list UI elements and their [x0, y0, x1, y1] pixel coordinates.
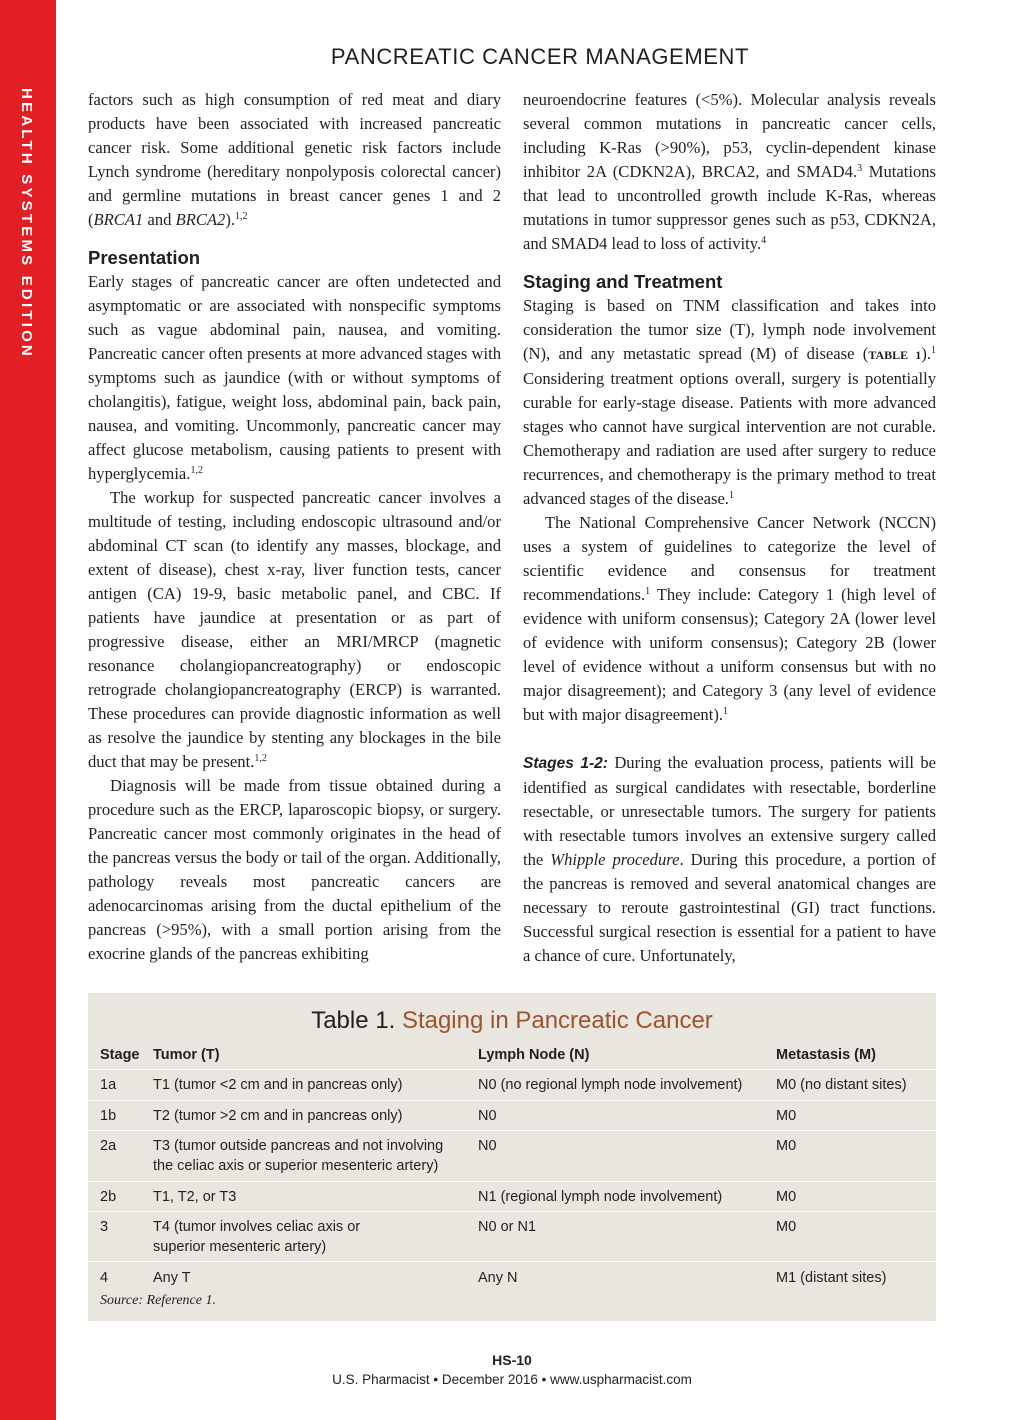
paragraph: factors such as high consumption of red meat and diary products have been associated with increased pancreatic cancer risk. Some additional genetic risk factors include Lynch syndrome (hereditary nonpolyposis colorectal cancer) and germline mutations in breast cancer genes 1 and 2 (BRCA1 and BRCA2).$^{1,2}$ [88, 90, 501, 229]
reference-marker: 1,2 [235, 211, 248, 222]
sidebar-band [0, 0, 56, 1420]
footer-line: U.S. Pharmacist • December 2016 • www.uspharmacist.com [332, 1372, 692, 1387]
table-reference: TABLE 1 [868, 348, 922, 362]
table-cell: 3 [100, 1219, 109, 1235]
table-cell: M0 [776, 1219, 797, 1235]
reference-marker: 1 [645, 586, 651, 597]
table-cell: M0 [776, 1189, 797, 1205]
table-source: Source: Reference 1. [100, 1293, 216, 1308]
table-cell: Any N [478, 1270, 518, 1286]
paragraph: The workup for suspected pancreatic cancer involves a multitude of testing, including endoscopic ultrasound and/or abdominal CT scan (to identify any masses, blockage, and extent of disease), chest x-ray, liver function tests, cancer antigen (CA) 19-9, basic metabolic panel, and CBC. If patients have jaundice at presentation or as part of progressive disease, either an MRI/MRCP (magnetic resonance cholangiopancreatography) or endoscopic retrograde cholangiopancreatography (ERCP) is warranted. These procedures can provide diagnostic information as well as resolve the jaundice by stenting any blockages in the bile duct that may be present.$^{1,2}$ [88, 488, 501, 771]
table-cell: 2a [100, 1138, 117, 1154]
page-number: HS-10 [492, 1352, 532, 1368]
section-heading-staging: Staging and Treatment [523, 271, 723, 292]
table-cell: T1, T2, or T3 [153, 1189, 237, 1205]
table-cell: 4 [100, 1270, 109, 1286]
reference-marker: 1,2 [190, 465, 203, 476]
reference-marker: 4 [761, 235, 767, 246]
section-heading-presentation: Presentation [88, 247, 201, 268]
column-header: Lymph Node (N) [478, 1047, 590, 1063]
table-cell: Any T [153, 1270, 191, 1286]
table-cell: T1 (tumor <2 cm and in pancreas only) [153, 1077, 403, 1093]
table-cell: 1b [100, 1108, 117, 1124]
right-column [523, 88, 936, 968]
table-cell: T2 (tumor >2 cm and in pancreas only) [153, 1108, 403, 1124]
table-cell: N0 [478, 1108, 497, 1124]
paragraph: Stages 1-2: During the evaluation process, patients will be identified as surgical candidates with resectable, borderline resectable, or unresectable tumors. The surgery for patients with resectable tumors involves an extensive surgery called the Whipple procedure. During this procedure, a portion of the pancreas is removed and several anatomical changes are necessary to reroute gastrointestinal (GI) tract functions. Successful surgical resection is essential for a patient to have a chance of cure. Unfortunately, [523, 753, 937, 965]
left-column [88, 88, 501, 966]
column-header: Metastasis (M) [776, 1047, 876, 1063]
table-cell: M0 [776, 1108, 797, 1124]
reference-marker: 3 [857, 163, 863, 174]
table-title: Table 1. Staging in Pancreatic Cancer [311, 1007, 713, 1034]
running-head: PANCREATIC CANCER MANAGEMENT [330, 44, 750, 69]
staging-table [88, 993, 936, 1321]
table-cell: T3 (tumor outside pancreas and not involving the celiac axis or superior mesenteric artery) [153, 1138, 444, 1174]
reference-marker: 1 [931, 345, 936, 356]
table-cell: M0 [776, 1138, 797, 1154]
table-cell: M0 (no distant sites) [776, 1077, 907, 1093]
table-cell: N0 [478, 1138, 497, 1154]
paragraph: Staging is based on TNM classification and takes into consideration the tumor size (T), lymph node involvement (N), and any metastatic spread (M) of disease (TABLE 1).$^1$ Considering treatment options overall, surgery is potentially curable for early-stage disease. Patients with more advanced stages who cannot have surgical intervention are not curable. Chemotherapy and radiation are used after surgery to reduce recurrences, and chemotherapy is the primary method to treat advanced stages of the disease.$^1$ [523, 296, 936, 508]
paragraph: The National Comprehensive Cancer Network (NCCN) uses a system of guidelines to categorize the level of scientific evidence and consensus for treatment recommendations.$^1$ They include: Category 1 (high level of evidence with uniform consensus); Category 2A (lower level of evidence with uniform consensus); Category 2B (lower level of evidence without a uniform consensus but with no major disagreement); and Category 3 (any level of evidence but with major disagreement).$^1$ [523, 513, 936, 724]
table-cell: N1 (regional lymph node involvement) [478, 1189, 723, 1205]
column-header: Stage [100, 1047, 140, 1063]
reference-marker: 1 [723, 706, 728, 717]
table-cell: M1 (distant sites) [776, 1270, 887, 1286]
table-cell: N0 (no regional lymph node involvement) [478, 1077, 743, 1093]
column-header: Tumor (T) [153, 1047, 220, 1063]
table-cell: 1a [100, 1077, 117, 1093]
paragraph: Diagnosis will be made from tissue obtained during a procedure such as the ERCP, laparoscopic biopsy, or surgery. Pancreatic cancer most commonly originates in the head of the pancreas versus the body or tail of the organ. Additionally, pathology reveals most pancreatic cancers are adenocarcinomas arising from the ductal epithelium of the pancreas (>95%), with a small portion arising from the exocrine glands of the pancreas exhibiting [88, 776, 501, 963]
table-cell: 2b [100, 1189, 117, 1205]
table-cell: N0 or N1 [478, 1219, 537, 1235]
reference-marker: 1,2 [254, 753, 267, 764]
table-cell: T4 (tumor involves celiac axis or superior mesenteric artery) [153, 1219, 361, 1255]
reference-marker: 1 [728, 490, 734, 501]
run-in-heading: Stages 1-2: [523, 755, 608, 772]
sidebar-label: HEALTH SYSTEMS EDITION [18, 88, 35, 359]
paragraph: Early stages of pancreatic cancer are often undetected and asymptomatic or are associated with nonspecific symptoms such as vague abdominal pain, nausea, and vomiting. Pancreatic cancer often presents at more advanced stages with symptoms such as jaundice (with or without symptoms of cholangitis), fatigue, weight loss, abdominal pain, back pain, nausea, and vomiting. Uncommonly, pancreatic cancer may affect glucose metabolism, causing patients to present with hyperglycemia.$^{1,2}$ [88, 272, 501, 483]
paragraph: neuroendocrine features (<5%). Molecular analysis reveals several common mutations in pancreatic cancer cells, including K-Ras (>90%), p53, cyclin-dependent kinase inhibitor 2A (CDKN2A), BRCA2, and SMAD4.$^3$ Mutations that lead to uncontrolled growth include K-Ras, whereas mutations in tumor suppressor genes such as p53, CDKN2A, and SMAD4 lead to loss of activity.$^4$ [523, 90, 936, 253]
